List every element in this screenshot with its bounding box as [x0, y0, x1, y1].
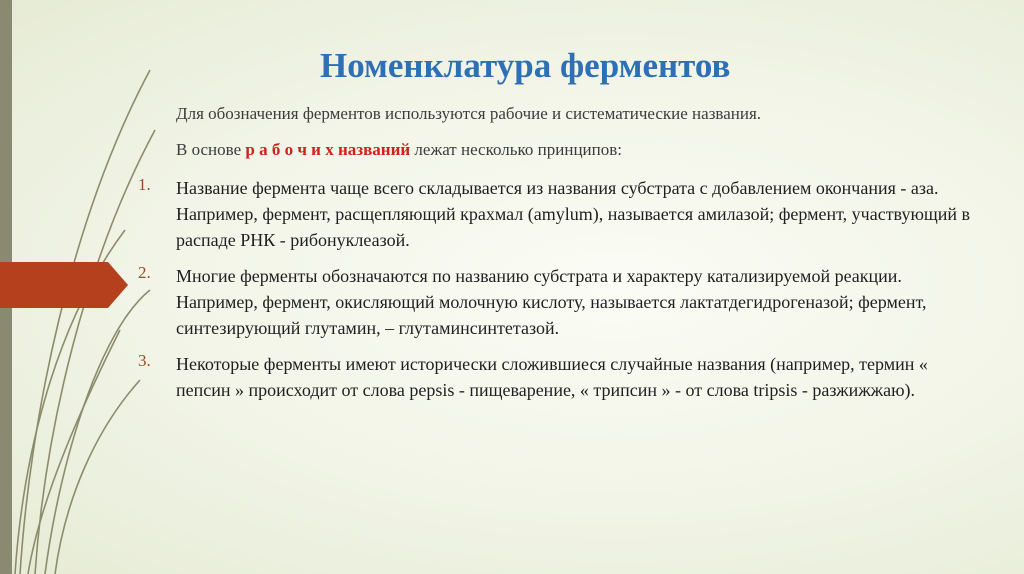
item-text: Название фермента чаще всего складывается из названия субстрата с добавлением окончания - аза. Например, фермент, расщепляющий крахмал (amylum), называется амилазой; фермент, участвующий в распаде РНК - рибонуклеазой. — [176, 178, 971, 250]
red-arrow-shape — [0, 262, 128, 308]
slide-title: Номенклатура ферментов — [320, 46, 731, 85]
intro-line-2-suffix: лежат несколько принципов: — [410, 140, 622, 159]
item-text: Многие ферменты обозначаются по названию субстрата и характеру катализируемой реакции. Например, фермент, окисляющий молочную кислоту, называется лактатдегидрогеназой; фермент, синтезирующий глутамин, – глутаминсинтетазой. — [176, 266, 927, 338]
item-text: Некоторые ферменты имеют исторически сложившиеся случайные названия (например, термин « пепсин » происходит от слова pepsis - пищеварение, « трипсин » - от слова tripsis - разжижжаю). — [176, 354, 928, 400]
intro-line-1: Для обозначения ферментов используются рабочие и систематические названия. — [176, 104, 762, 123]
item-number: 3. — [138, 351, 151, 370]
intro-line-2-prefix: В основе — [176, 140, 246, 159]
decorative-curves — [0, 0, 160, 574]
intro-line-2 — [176, 140, 622, 160]
item-number: 1. — [138, 175, 151, 194]
highlighted-phrase: р а б о ч и х названий — [245, 140, 411, 159]
item-number: 2. — [138, 263, 151, 282]
